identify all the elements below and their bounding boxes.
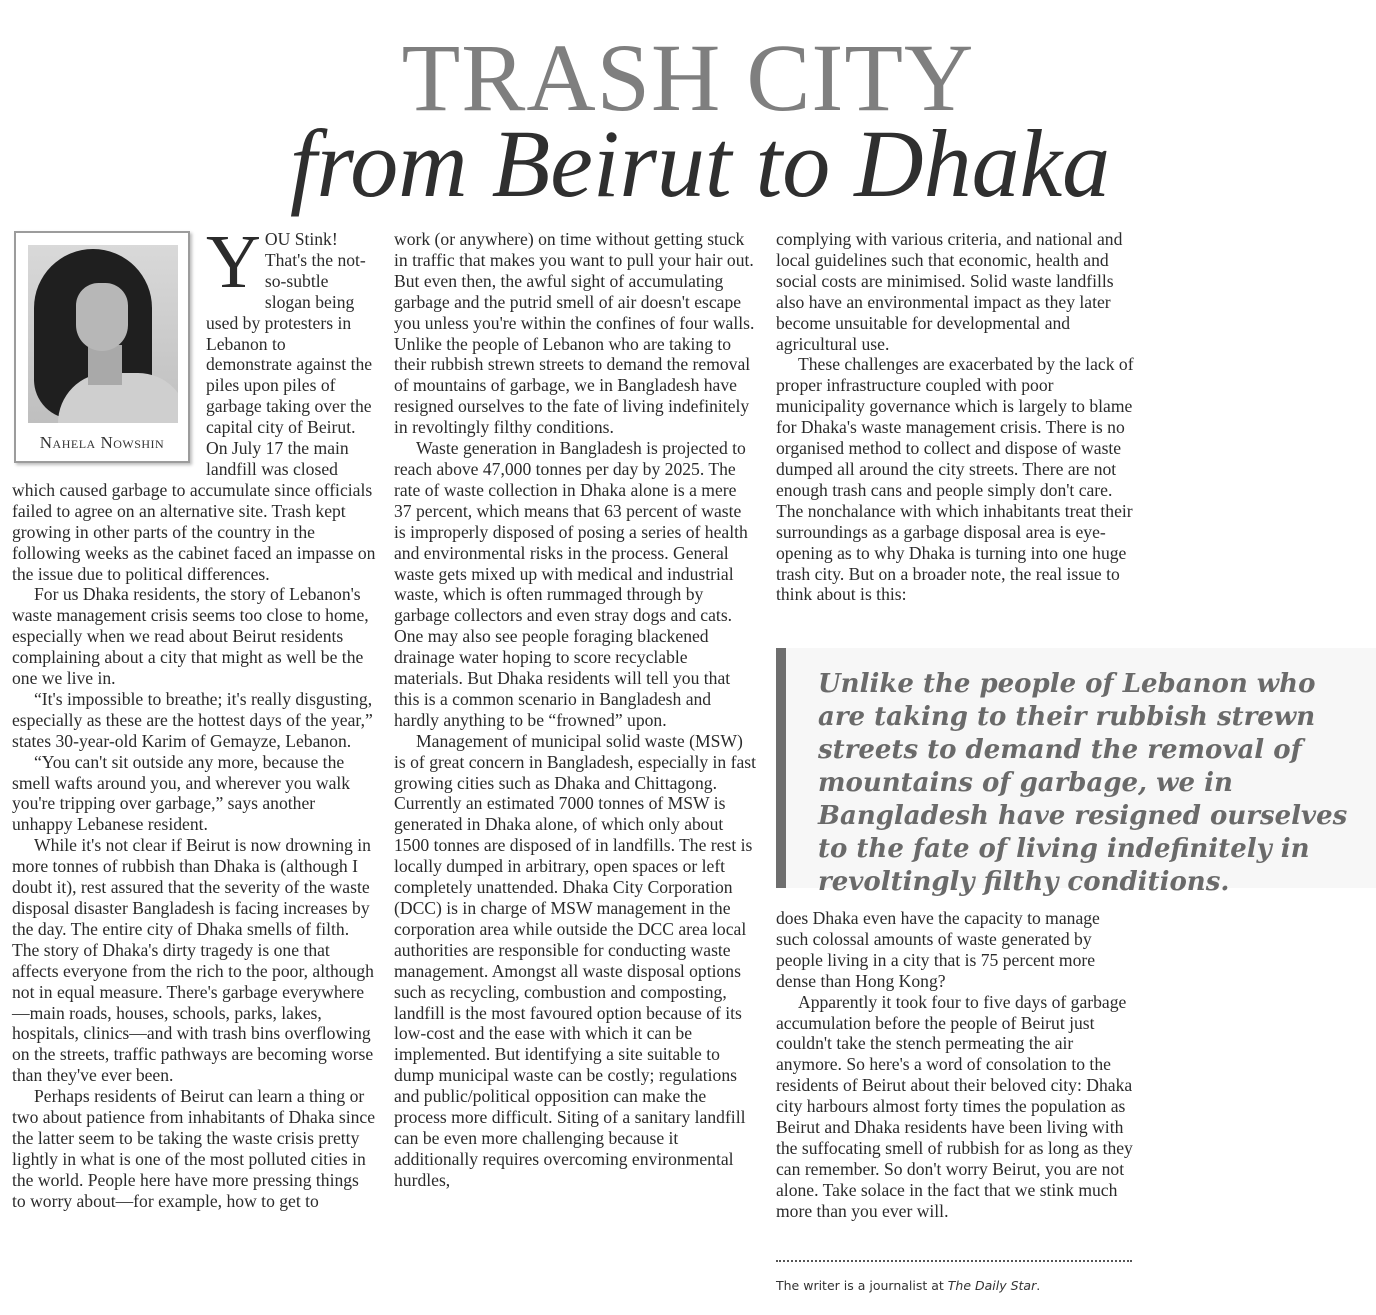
author-photo-box [14,231,190,463]
author-byline: The writer is a journalist at The Daily Star. [776,1278,1041,1293]
headline-subtitle: from Beirut to Dhaka [289,110,1111,217]
article-column-3-continued [776,908,1136,1222]
headline-title: TRASH CITY [401,24,975,131]
paragraph: “You can't sit outside any more, because the smell wafts around you, and wherever you walk you're tripping over garbage,” says another unhappy Lebanese resident. [12,751,351,835]
paragraph: Perhaps residents of Beirut can learn a thing or two about patience from inhabitants of Dhaka since the latter seem to be taking the waste crisis pretty lightly in what is one of the most polluted cities in the world. People here have more pressing things to worry about—for example, how to get to [12,1086,375,1211]
paragraph: Apparently it took four to five days of garbage accumulation before the people of Beirut just couldn't take the stench permeating the air anymore. So here's a word of consolation to the residents of Beirut about their beloved city: Dhaka city harbours almost forty times the population as Beirut and Dhaka residents have been living with the suffocating smell of rubbish for as long as they can remember. So don't worry Beirut, you are not alone. Take solace in the fact that we stink much more than you ever will. [776,991,1133,1221]
paragraph: OU Stink! That's the not-so-subtle slogan being used by protesters in Lebanon to demonstrate against the piles upon piles of garbage taking over the capital city of Beirut. On July 17 the main landfill was closed which caused garbage to accumulate since officials failed to agree on an alternative site. Trash kept growing in other parts of the country in the following weeks as the cabinet faced an impasse on the issue due to political differences. [12,229,376,584]
article-column-1 [12,220,376,1212]
drop-cap: Y [206,220,261,304]
paragraph: For us Dhaka residents, the story of Lebanon's waste management crisis seems too close to home, especially when we read about Beirut residents complaining about a city that might as well be the one we live in. [12,584,369,689]
paragraph: Waste generation in Bangladesh is projected to reach above 47,000 tonnes per day by 2025. The rate of waste collection in Dhaka alone is a mere 37 percent, which means that 63 percent of waste is improperly disposed of posing a series of health and environmental risks in the process. General waste gets mixed up with medical and industrial waste, which is often rummaged through by garbage collectors and even stray dogs and cats. One may also see people foraging blackened drainage water hoping to score recyclable materials. But Dhaka residents will tell you that this is a common scenario in Bangladesh and hardly anything to be “frowned” upon. [394,438,748,730]
article-column-2 [394,229,756,1191]
article-column-3 [776,229,1136,605]
dotted-divider [776,1260,1132,1262]
paragraph: Management of municipal solid waste (MSW) is of great concern in Bangladesh, especially in fast growing cities such as Dhaka and Chittagong. Currently an estimated 7000 tonnes of MSW is generated in Dhaka alone, of which only about 1500 tonnes are disposed of in landfills. The rest is locally dumped in arbitrary, open spaces or left completely unattended. Dhaka City Corporation (DCC) is in charge of MSW management in the corporation area while outside the DCC area local authorities are responsible for conducting waste management. Amongst all waste disposal options such as recycling, combustion and composting, landfill is the most favoured option because of its low-cost and the ease with which it can be implemented. But identifying a site suitable to dump municipal waste can be costly; regulations and public/political opposition can make the process more difficult. Siting of a sanitary landfill can be even more challenging because it additionally requires overcoming environmental hurdles, [394,730,757,1190]
paragraph: does Dhaka even have the capacity to manage such colossal amounts of waste generated by people living in a city that is 75 percent more dense than Hong Kong? [776,908,1100,991]
pull-quote: Unlike the people of Lebanon who are taking to their rubbish strewn streets to demand the removal of mountains of garbage, we in Bangladesh have resigned ourselves to the fate of living indefinitely in revoltingly filthy conditions. [776,648,1376,888]
publication-name: The Daily Star [947,1278,1037,1293]
author-photo [28,245,178,423]
paragraph: complying with various criteria, and national and local guidelines such that economic, health and social costs are minimised. Solid waste landfills also have an environmental impact as they later become unsuitable for developmental and agricultural use. [776,229,1123,354]
paragraph: These challenges are exacerbated by the lack of proper infrastructure coupled with poor municipality governance which is largely to blame for Dhaka's waste management crisis. There is no organised method to collect and dispose of waste dumped all around the city streets. There are not enough trash cans and people simply don't care. The nonchalance with which inhabitants treat their surroundings as a garbage disposal area is eye-opening as to why Dhaka is turning into one huge trash city. But on a broader note, the real issue to think about is this: [776,354,1134,605]
paragraph: work (or anywhere) on time without getting stuck in traffic that makes you want to pull your hair out. But even then, the awful sight of accumulating garbage and the putrid smell of air doesn't escape you unless you're within the confines of four walls. Unlike the people of Lebanon who are taking to their rubbish strewn streets to demand the removal of mountains of garbage, we in Bangladesh have resigned ourselves to the fate of living indefinitely in revoltingly filthy conditions. [394,229,755,438]
author-name: Nahela Nowshin [39,433,165,452]
paragraph: “It's impossible to breathe; it's really disgusting, especially as these are the hottest days of the year,” states 30-year-old Karim of Gemayze, Lebanon. [12,688,373,751]
paragraph: While it's not clear if Beirut is now drowning in more tonnes of rubbish than Dhaka is (although I doubt it), rest assured that the severity of the waste disposal disaster Bangladesh is facing increases by the day. The entire city of Dhaka smells of filth. The story of Dhaka's dirty tragedy is one that affects everyone from the rich to the poor, although not in equal measure. There's garbage everywhere—main roads, houses, schools, parks, lakes, hospitals, clinics—and with trash bins overflowing on the streets, traffic pathways are becoming worse than they've ever been. [12,835,374,1086]
